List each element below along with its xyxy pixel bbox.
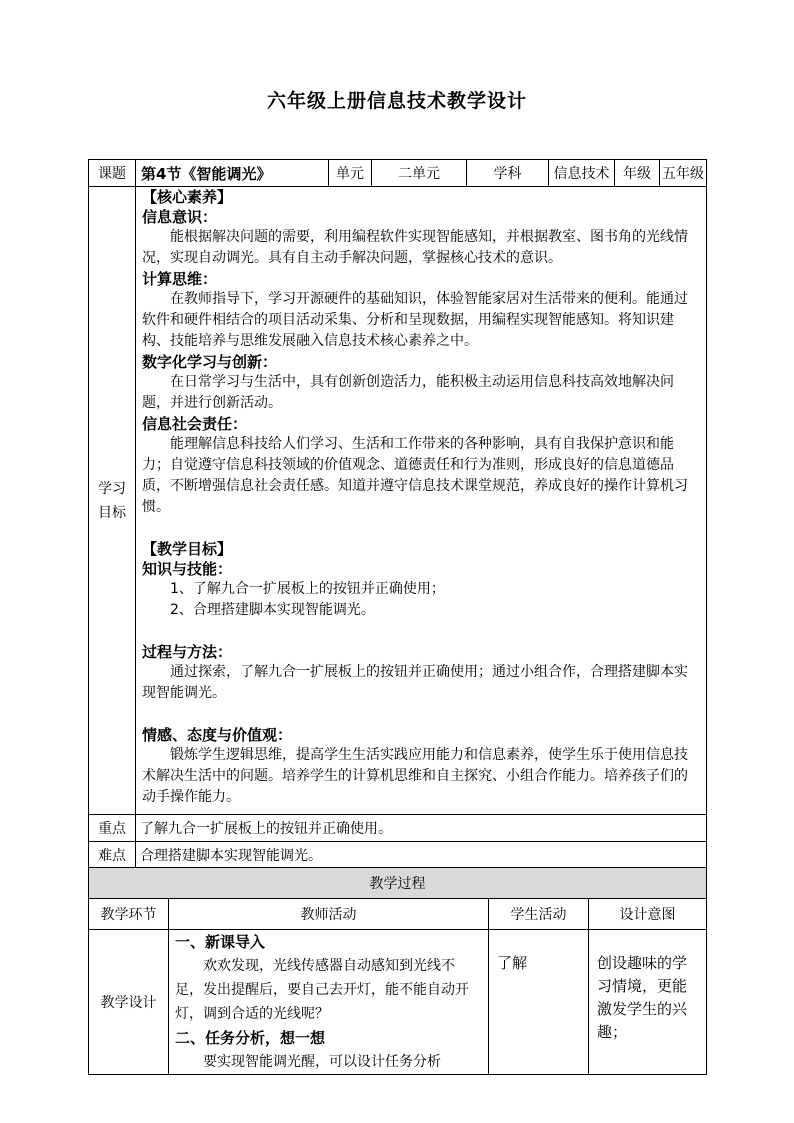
digital-learning-heading: 数字化学习与创新： [142,353,278,371]
core-literacy-heading: 【核心素养】 [142,188,233,206]
teacher-activity-cell [169,930,489,1075]
teaching-goals-heading: 【教学目标】 [142,540,233,558]
unit-value: 二单元 [372,160,467,187]
teaching-process-table [88,867,707,1075]
knowledge-skills-heading: 知识与技能： [142,560,233,578]
process-banner: 教学过程 [89,868,707,899]
col-student-header: 学生活动 [489,899,589,930]
key-point-label: 重点 [89,815,136,842]
col-stage-header: 教学环节 [89,899,169,930]
intro-text: 欢欢发现，光线传感器自动感知到光线不足，发出提醒后，要自己去开灯，能不能自动开灯，调到合适的光线呢？ [175,958,469,1022]
computational-thinking-text: 在教师指导下，学习开源硬件的基础知识，体验智能家居对生活带来的便利。能通过软件和硬件相结合的项目活动采集、分析和呈现数据，用编程实现智能感知。将知识建构、技能培养与思维发展融入信息技术核心素养之中。 [142,291,688,349]
social-responsibility-heading: 信息社会责任： [142,415,248,433]
lesson-label: 课题 [89,160,136,187]
unit-label: 单元 [329,160,372,187]
design-intent-cell: 创设趣味的学习情境，更能激发学生的兴趣； [589,930,707,1075]
intro-heading: 一、新课导入 [175,933,266,951]
subject-label: 学科 [467,160,549,187]
info-awareness-text: 能根据解决问题的需要，利用编程软件实现智能感知，并根据教室、图书角的光线情况，实现自动调光。具有自主动手解决问题，掌握核心技术的意识。 [142,229,688,266]
knowledge-item: 2、合理搭建脚本实现智能调光。 [170,602,375,618]
emotion-values-heading: 情感、态度与价值观： [142,726,293,744]
emotion-values-text: 锻炼学生逻辑思维，提高学生生活实践应用能力和信息素养，使学生乐于使用信息技术解决生活中的问题。培养学生的计算机思维和自主探究、小组合作能力。培养孩子们的动手操作能力。 [142,747,688,805]
objectives-label [89,187,136,815]
lesson-info-table [88,159,707,869]
document-title: 六年级上册信息技术教学设计 [266,90,527,112]
grade-value: 五年级 [660,160,707,187]
lesson-value: 第4节《智能调光》 [136,160,329,187]
subject-value: 信息技术 [549,160,615,187]
knowledge-item: 1、了解九合一扩展板上的按钮并正确使用； [170,581,445,597]
stage-cell: 教学设计 [89,930,169,1075]
objectives-label-line1: 学习 [98,480,126,497]
difficulty-label: 难点 [89,842,136,869]
grade-label: 年级 [615,160,660,187]
objectives-content [136,187,707,815]
task-heading: 二、任务分析，想一想 [175,1029,326,1047]
key-point-text: 了解九合一扩展板上的按钮并正确使用。 [136,815,707,842]
student-activity-cell: 了解 [489,930,589,1075]
social-responsibility-text: 能理解信息科技给人们学习、生活和工作带来的各种影响，具有自我保护意识和能力；自觉遵守信息科技领域的价值观念、道德责任和行为准则，形成良好的信息道德品质，不断增强信息社会责任感。知道并遵守信息技术课堂规范，养成良好的操作计算机习惯。 [142,436,688,515]
process-methods-text: 通过探索，了解九合一扩展板上的按钮并正确使用；通过小组合作，合理搭建脚本实现智能调光。 [142,664,688,701]
info-awareness-heading: 信息意识： [142,208,218,226]
col-intent-header: 设计意图 [589,899,707,930]
computational-thinking-heading: 计算思维： [142,270,218,288]
digital-learning-text: 在日常学习与生活中，具有创新创造活力，能积极主动运用信息科技高效地解决问题，并进行创新活动。 [142,374,674,411]
col-teacher-header: 教师活动 [169,899,489,930]
process-methods-heading: 过程与方法： [142,643,233,661]
difficulty-text: 合理搭建脚本实现智能调光。 [136,842,707,869]
objectives-label-line2: 目标 [98,504,126,521]
task-text: 要实现智能调光醒，可以设计任务分析 [203,1054,441,1070]
